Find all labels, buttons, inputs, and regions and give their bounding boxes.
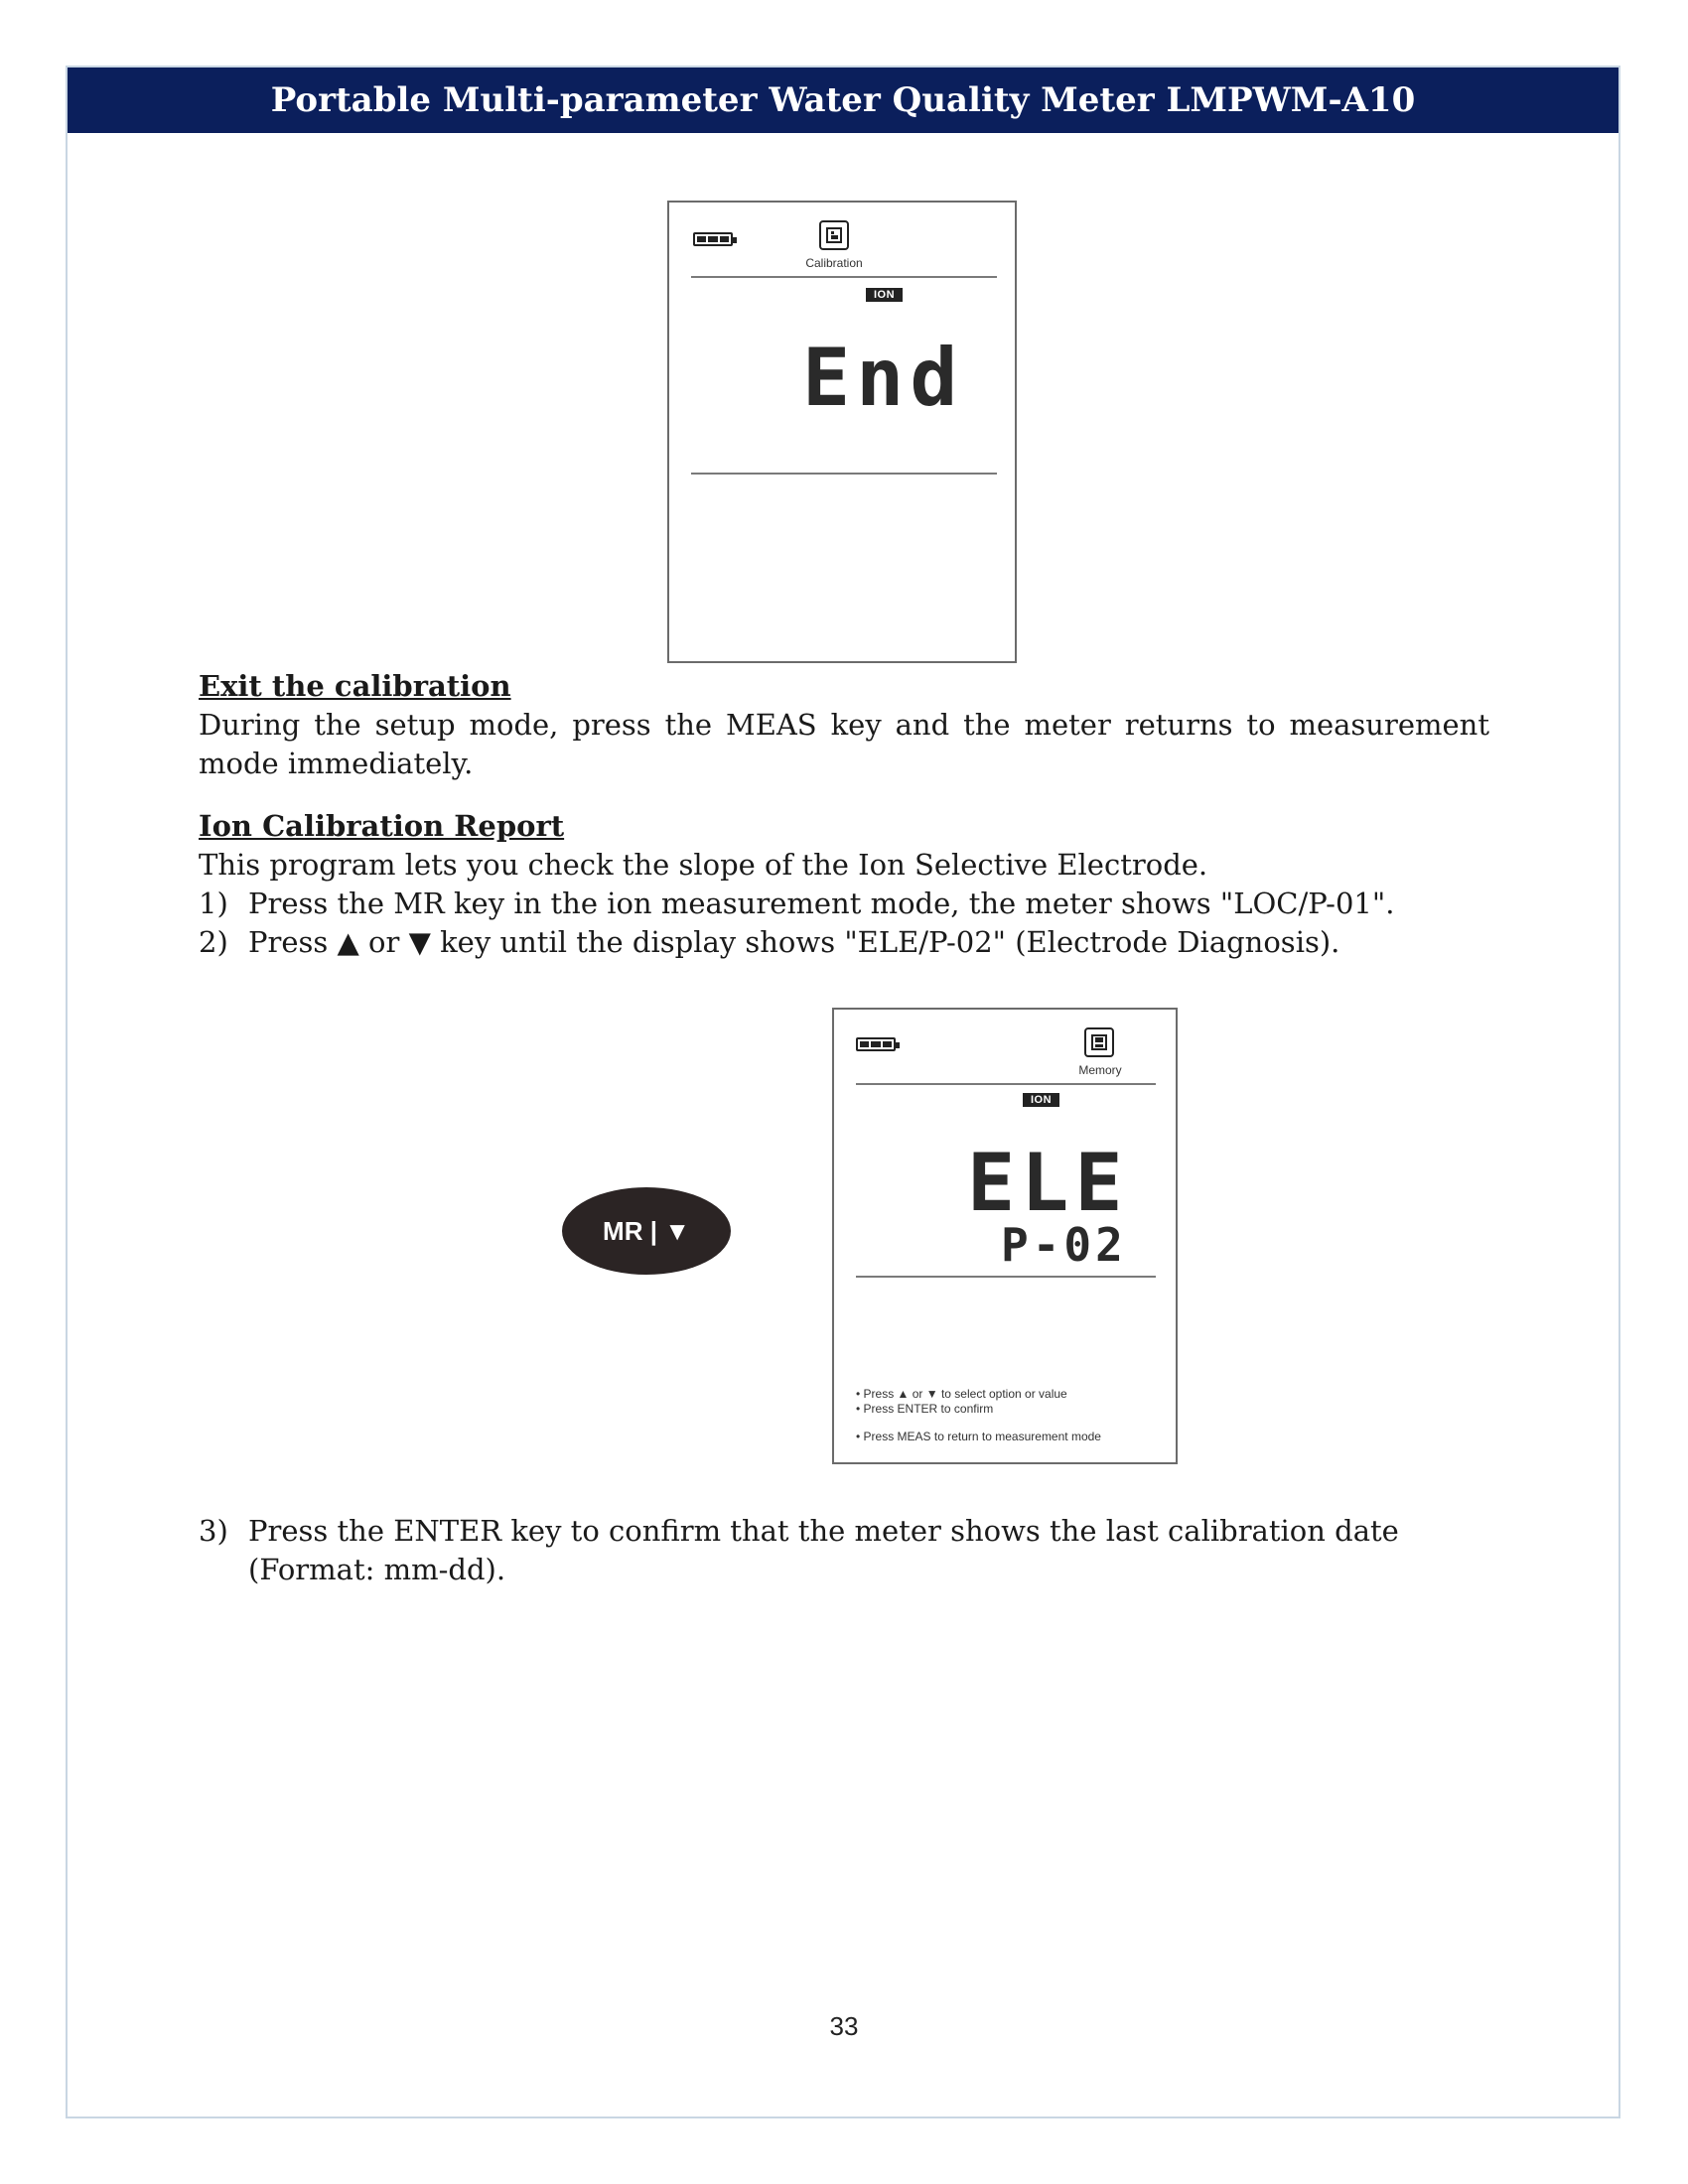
step-3-block	[199, 1512, 1489, 1589]
step-text: Press ▲ or ▼ key until the display shows "ELE/P-02" (Electrode Diagnosis).	[248, 925, 1340, 959]
step-text: Press the MR key in the ion measurement mode, the meter shows "LOC/P-01".	[248, 887, 1395, 920]
battery-icon	[693, 232, 733, 246]
paragraph: This program lets you check the slope of the Ion Selective Electrode.	[199, 848, 1208, 882]
battery-icon	[856, 1037, 896, 1051]
exit-calibration-section	[199, 667, 1489, 783]
lcd-screen-end	[667, 201, 1017, 663]
step-number: 3)	[199, 1514, 228, 1548]
section-heading: Ion Calibration Report	[199, 809, 565, 843]
ion-calibration-report-section	[199, 807, 1489, 962]
mode-label: Calibration	[805, 256, 863, 270]
lcd-divider-bottom	[856, 1276, 1156, 1278]
page-number: 33	[829, 2011, 859, 2041]
step-number: 2)	[199, 925, 228, 959]
calibration-icon	[819, 220, 849, 250]
lcd-screen-ele	[832, 1008, 1178, 1464]
header-title: Portable Multi-parameter Water Quality Meter LMPWM-A10	[270, 80, 1416, 120]
ion-badge: ION	[866, 288, 903, 302]
mode-label: Memory	[1078, 1063, 1122, 1077]
list-item	[199, 885, 1489, 923]
key-label: MR | ▼	[603, 1215, 690, 1246]
step-number: 1)	[199, 887, 228, 920]
lcd-divider-bottom	[691, 473, 997, 475]
list-item	[199, 1512, 1489, 1589]
lcd-divider-top	[691, 276, 997, 278]
lcd-main-readout: ELE	[967, 1137, 1129, 1229]
paragraph: During the setup mode, press the MEAS key and the meter returns to measurement mode immediately.	[199, 708, 1489, 780]
lcd-sub-readout: P-02	[1001, 1218, 1127, 1272]
mr-down-key	[562, 1187, 731, 1275]
lcd-hint: • Press ▲ or ▼ to select option or value	[856, 1387, 1067, 1401]
section-heading: Exit the calibration	[199, 669, 511, 703]
list-item	[199, 923, 1489, 962]
lcd-divider-top	[856, 1083, 1156, 1085]
lcd-main-readout: End	[802, 332, 964, 424]
memory-icon	[1084, 1027, 1114, 1057]
lcd-hint: • Press ENTER to confirm	[856, 1402, 994, 1416]
document-header	[68, 68, 1618, 133]
lcd-hint: • Press MEAS to return to measurement mode	[856, 1430, 1101, 1443]
step-text: Press the ENTER key to confirm that the meter shows the last calibration date (Format: mm-dd).	[248, 1514, 1399, 1586]
ion-badge: ION	[1023, 1093, 1059, 1107]
